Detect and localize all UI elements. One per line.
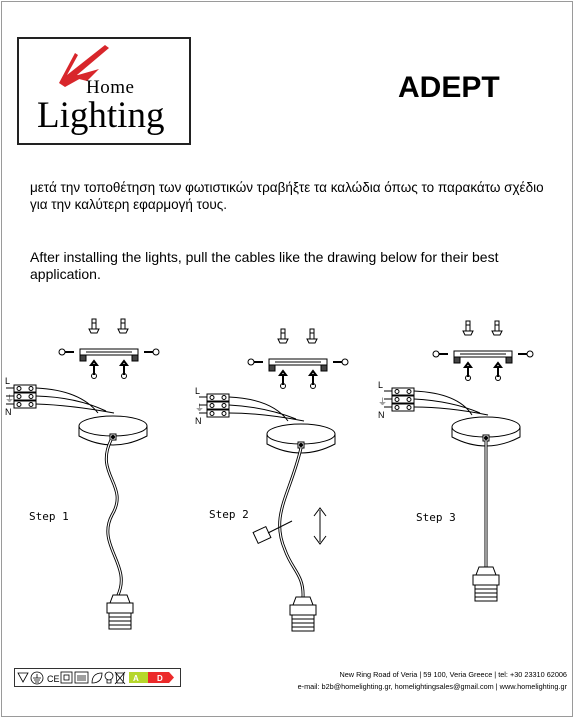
standard-icon bbox=[75, 672, 88, 683]
wire-label-l: L bbox=[195, 386, 201, 396]
step-1-label: Step 1 bbox=[29, 510, 69, 523]
product-title: ADEPT bbox=[398, 71, 500, 104]
wire-label-earth: ⏚ bbox=[195, 404, 205, 414]
wire-label-n: N bbox=[195, 416, 202, 426]
leaf-icon bbox=[92, 673, 102, 683]
wire-label-earth: ⏚ bbox=[5, 395, 15, 405]
class-icon bbox=[61, 672, 72, 683]
footer-email: e-mail: b2b@homelighting.gr, homelightingsales@gmail.com | www.homelighting.gr bbox=[297, 682, 567, 691]
ce-icon bbox=[47, 674, 60, 684]
installation-drawing bbox=[0, 305, 576, 655]
earth-icon bbox=[31, 672, 43, 684]
weee-icon bbox=[115, 672, 125, 684]
wire-label-n: N bbox=[5, 407, 12, 417]
wire-label-l: L bbox=[5, 376, 11, 386]
step-3-label: Step 3 bbox=[416, 511, 456, 524]
step-2-label: Step 2 bbox=[209, 508, 249, 521]
footer-contact bbox=[298, 669, 567, 693]
logo-home-text: Home bbox=[86, 77, 135, 98]
energy-class-d: D bbox=[157, 674, 163, 683]
wire-label-earth: ⏚ bbox=[378, 398, 388, 408]
step1-diagram bbox=[6, 319, 159, 629]
wire-label-n: N bbox=[378, 410, 385, 420]
energy-class-a: A bbox=[133, 674, 139, 683]
brand-logo bbox=[17, 37, 191, 145]
step2-diagram bbox=[199, 329, 348, 631]
bulb-icon bbox=[105, 672, 113, 683]
instructions-greek: μετά την τοποθέτηση των φωτιστικών τραβήξτε τα καλώδια όπως το παρακάτω σχέδιο για την καλύτερη εφαρμογή τους. bbox=[30, 180, 544, 212]
logo-lighting-text: Lighting bbox=[37, 95, 165, 136]
instructions-english: After installing the lights, pull the cables like the drawing below for their best application. bbox=[30, 249, 499, 282]
step3-diagram bbox=[384, 321, 533, 601]
wire-label-l: L bbox=[378, 380, 384, 390]
warning-icon bbox=[18, 673, 28, 682]
footer-address: New Ring Road of Veria | 59 100, Veria Greece | tel: +30 23310 62006 bbox=[339, 670, 567, 679]
svg-text:CE: CE bbox=[47, 674, 60, 684]
